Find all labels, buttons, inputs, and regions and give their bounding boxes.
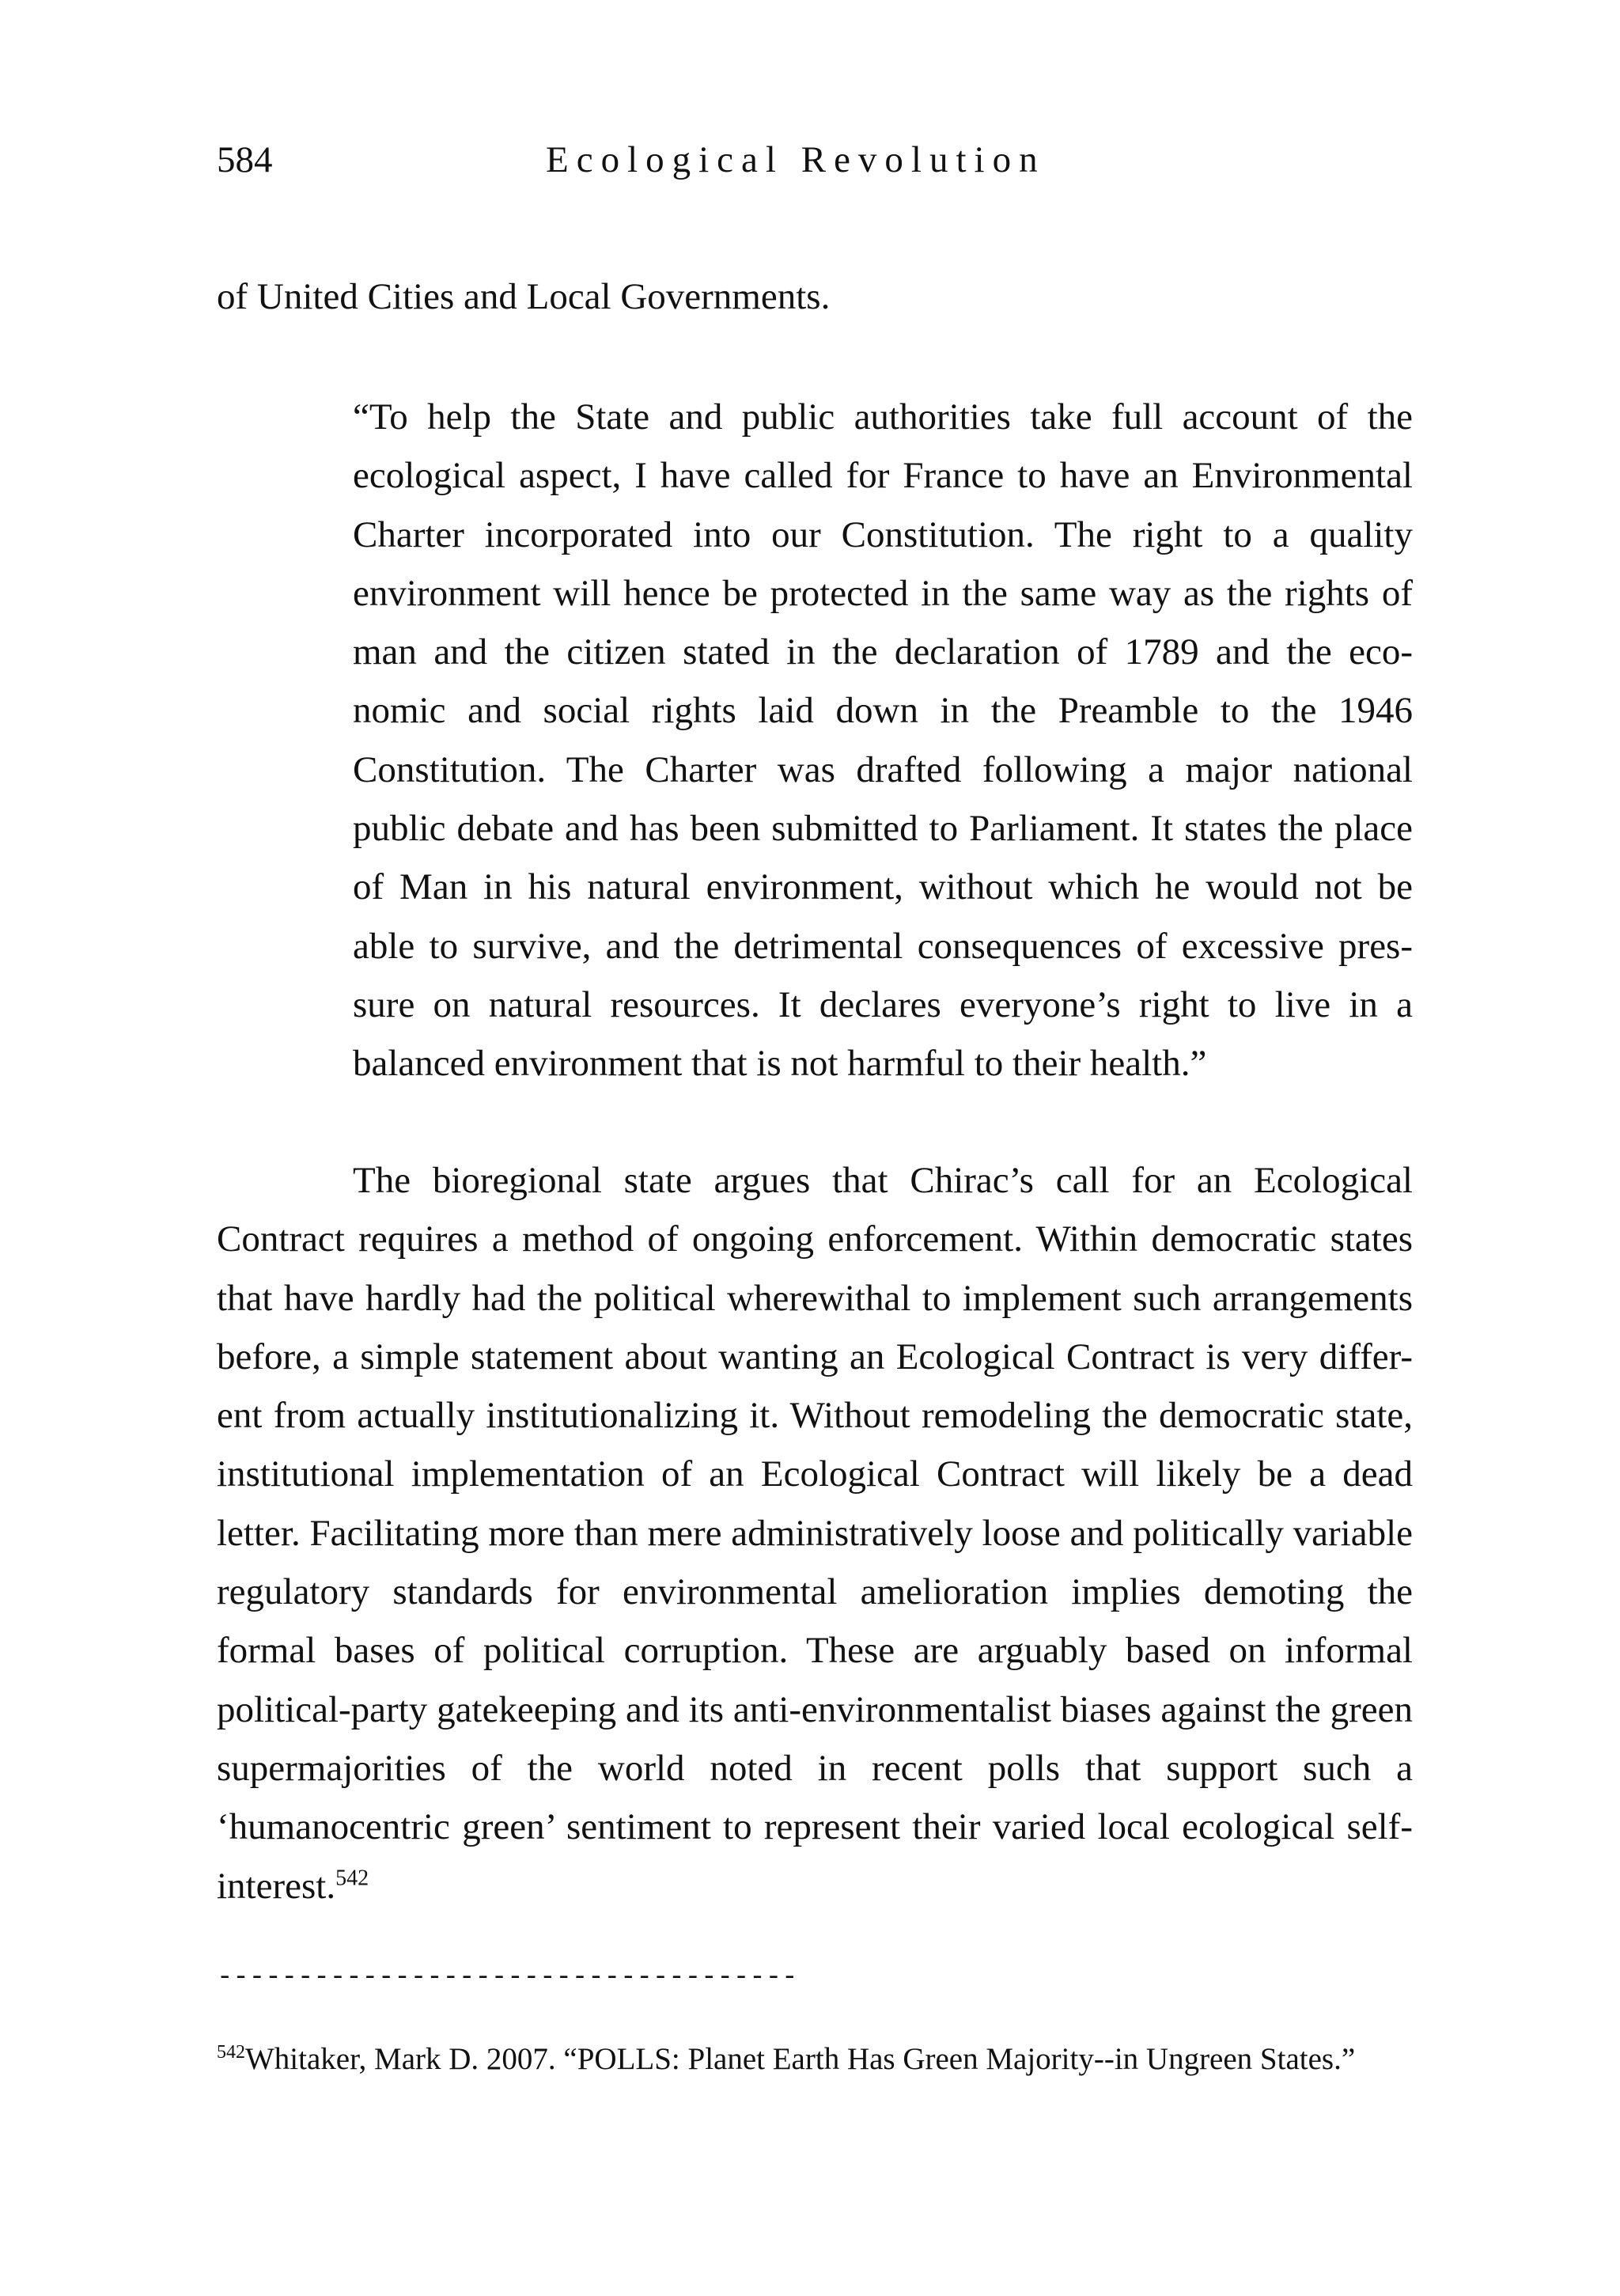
body-paragraph	[217, 1151, 1413, 1915]
running-head: Ecological Revolution	[546, 139, 1046, 180]
footnote	[217, 2040, 1355, 2079]
body-paragraph-text: The bioregional state argues that Chirac’s call for an Ecological Contract requires a method of ongoing enforcement. Within democratic states that have hardly had the political wherewithal to implement such arrangements before, a simple statement about wanting an Ecological Contract is very differ-ent from actually institutionalizing it. Without remodeling the democratic state, institutional implementation of an Ecological Contract will likely be a dead letter. Facilitating more than mere administratively loose and politically variable regulatory standards for environmental amelioration implies demoting the formal bases of political corruption. These are arguably based on informal political-party gatekeeping and its anti-environmentalist biases against the green supermajorities of the world noted in recent polls that support such a ‘humanocentric green’ sentiment to represent their varied local ecological self-interest.	[217, 1160, 1413, 1907]
block-quote: “To help the State and public authorities take full account of the ecological aspect, I have called for France to have an Environmental Charter incorporated into our Constitution. The right to a quality environment will hence be protected in the same way as the rights of man and the citizen stated in the declaration of 1789 and the eco-nomic and social rights laid down in the Preamble to the 1946 Constitution. The Charter was drafted following a major national public debate and has been submitted to Parliament. It states the place of Man in his natural environment, without which he would not be able to survive, and the detrimental consequences of excessive pres-sure on natural resources. It declares everyone’s right to live in a balanced environment that is not harmful to their health.”	[353, 396, 1413, 1085]
footnote-text: Whitaker, Mark D. 2007. “POLLS: Planet Earth Has Green Majority--in Ungreen States.”	[245, 2042, 1356, 2076]
footnote-reference[interactable]: 542	[335, 1865, 369, 1890]
continuation-line: of United Cities and Local Governments.	[217, 276, 831, 317]
page-number: 584	[217, 139, 273, 180]
footnote-separator: ------------------------------------	[217, 1963, 798, 1993]
footnote-number: 542	[217, 2042, 245, 2063]
